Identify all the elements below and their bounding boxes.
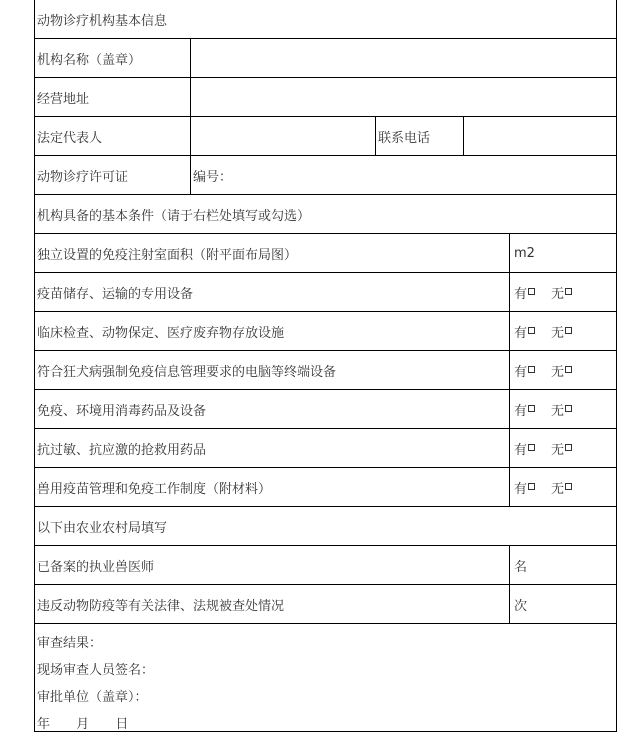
yes-label: 有 — [514, 442, 528, 458]
choice-cell — [509, 390, 616, 428]
condition-row — [34, 234, 617, 273]
condition-label: 兽用疫苗管理和免疫工作制度（附材料） — [37, 481, 272, 497]
no-label: 无 — [551, 325, 565, 341]
yes-label: 有 — [514, 403, 528, 419]
bureau-row — [34, 585, 617, 624]
registration-form — [34, 0, 617, 732]
inspector-signature-label: 现场审查人员签名： — [37, 663, 155, 678]
title-row — [34, 0, 617, 39]
conditions-header-row — [34, 195, 617, 234]
license-number-label: 编号： — [193, 169, 233, 185]
yes-checkbox[interactable] — [528, 444, 535, 451]
condition-label: 免疫、环境用消毒药品及设备 — [37, 403, 207, 419]
license-row — [34, 156, 617, 195]
yes-checkbox[interactable] — [528, 405, 535, 412]
legal-rep-row — [34, 117, 617, 156]
review-block — [37, 630, 154, 738]
conditions-header: 机构具备的基本条件（请于右栏处填写或勾选） — [37, 208, 311, 224]
choice-cell — [509, 468, 616, 506]
review-row — [34, 624, 617, 732]
name-row — [34, 39, 617, 78]
no-label: 无 — [551, 403, 565, 419]
bureau-label: 违反动物防疫等有关法律、法规被查处情况 — [37, 598, 285, 614]
choice-cell — [509, 429, 616, 467]
condition-row — [34, 468, 617, 507]
yes-checkbox[interactable] — [528, 288, 535, 295]
vet-count-cell[interactable] — [509, 546, 616, 584]
choice-cell — [509, 351, 616, 389]
area-unit: m2 — [514, 245, 535, 261]
review-date — [37, 711, 154, 738]
no-checkbox[interactable] — [565, 288, 572, 295]
yes-label: 有 — [514, 364, 528, 380]
no-label: 无 — [551, 481, 565, 497]
condition-row — [34, 351, 617, 390]
condition-label: 疫苗储存、运输的专用设备 — [37, 286, 194, 302]
condition-label: 符合狂犬病强制免疫信息管理要求的电脑等终端设备 — [37, 364, 337, 380]
no-label: 无 — [551, 286, 565, 302]
violation-count-unit: 次 — [514, 598, 528, 614]
name-input-cell[interactable] — [190, 39, 616, 77]
form-title: 动物诊疗机构基本信息 — [37, 13, 168, 29]
condition-row — [34, 390, 617, 429]
approval-unit-label: 审批单位（盖章）： — [37, 690, 148, 705]
legal-rep-input-cell[interactable] — [190, 117, 375, 155]
address-row — [34, 78, 617, 117]
bureau-row — [34, 546, 617, 585]
no-label: 无 — [551, 442, 565, 458]
legal-rep-label: 法定代表人 — [37, 130, 103, 146]
name-label: 机构名称（盖章） — [37, 52, 142, 68]
no-checkbox[interactable] — [565, 327, 572, 334]
condition-row — [34, 273, 617, 312]
yes-label: 有 — [514, 481, 528, 497]
violation-count-cell[interactable] — [509, 585, 616, 623]
no-label: 无 — [551, 364, 565, 380]
vet-count-unit: 名 — [514, 559, 528, 575]
no-checkbox[interactable] — [565, 405, 572, 412]
choice-cell — [509, 312, 616, 350]
phone-input-cell[interactable] — [463, 117, 616, 155]
condition-label: 抗过敏、抗应激的抢救用药品 — [37, 442, 207, 458]
condition-row — [34, 312, 617, 351]
license-number-cell[interactable] — [190, 156, 616, 194]
month-label: 月 — [76, 717, 90, 732]
no-checkbox[interactable] — [565, 366, 572, 373]
address-input-cell[interactable] — [190, 78, 616, 116]
address-label: 经营地址 — [37, 91, 90, 107]
year-label: 年 — [37, 717, 51, 732]
day-label: 日 — [115, 717, 129, 732]
condition-label: 独立设置的免疫注射室面积（附平面布局图） — [37, 247, 298, 263]
yes-checkbox[interactable] — [528, 327, 535, 334]
choice-cell — [509, 273, 616, 311]
yes-label: 有 — [514, 325, 528, 341]
phone-label: 联系电话 — [375, 117, 463, 155]
yes-checkbox[interactable] — [528, 366, 535, 373]
condition-label: 临床检查、动物保定、医疗废弃物存放设施 — [37, 325, 285, 341]
review-result-label: 审查结果： — [37, 636, 103, 651]
yes-checkbox[interactable] — [528, 483, 535, 490]
condition-row — [34, 429, 617, 468]
room-area-cell[interactable] — [509, 234, 616, 272]
bureau-header: 以下由农业农村局填写 — [37, 520, 168, 536]
yes-label: 有 — [514, 286, 528, 302]
license-label: 动物诊疗许可证 — [37, 169, 129, 185]
no-checkbox[interactable] — [565, 444, 572, 451]
no-checkbox[interactable] — [565, 483, 572, 490]
bureau-label: 已备案的执业兽医师 — [37, 559, 155, 575]
bureau-header-row — [34, 507, 617, 546]
